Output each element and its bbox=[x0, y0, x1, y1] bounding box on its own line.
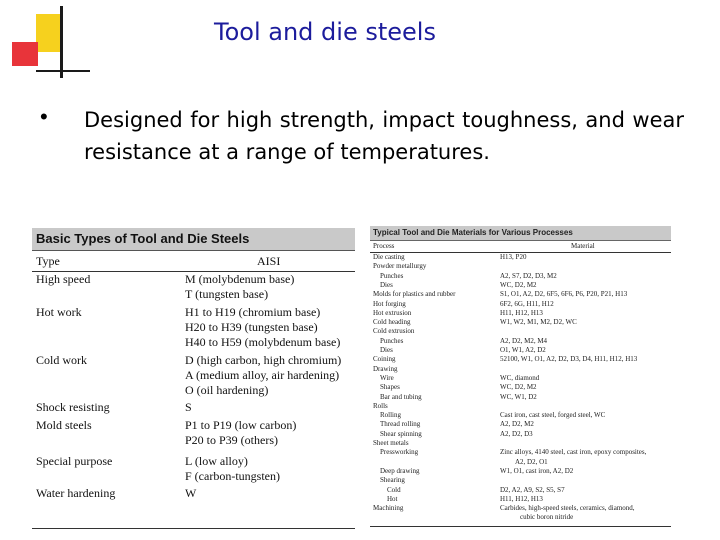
cell-material: WC, D2, M2 bbox=[500, 280, 537, 289]
column-header-type: Type bbox=[36, 254, 60, 268]
table-row bbox=[370, 448, 671, 457]
table-row bbox=[370, 411, 671, 420]
table-row bbox=[370, 337, 671, 346]
slide-title: Tool and die steels bbox=[214, 18, 436, 46]
cell-process: Shearing bbox=[380, 476, 405, 485]
cell-process: Wire bbox=[380, 373, 394, 382]
cell-aisi: P1 to P19 (low carbon) bbox=[185, 418, 297, 432]
cell-material: S1, O1, A2, D2, 6F5, 6F6, P6, P20, P21, H13 bbox=[500, 290, 628, 299]
table-bottom-rule bbox=[32, 528, 355, 529]
cell-process: Deep drawing bbox=[380, 466, 420, 475]
cell-process: Pressworking bbox=[380, 448, 419, 457]
cell-process: Coining bbox=[373, 355, 396, 364]
cell-material: WC, diamond bbox=[500, 373, 540, 382]
cell-process: Bar and tubing bbox=[380, 392, 422, 401]
table-row bbox=[370, 327, 671, 336]
table-row bbox=[370, 420, 671, 429]
horizontal-rule bbox=[36, 70, 90, 72]
tool-die-materials-by-process-table bbox=[370, 226, 671, 528]
table-row bbox=[370, 272, 671, 281]
cell-material: WC, W1, D2 bbox=[500, 392, 537, 401]
cell-process: Powder metallurgy bbox=[373, 262, 427, 271]
table-row bbox=[370, 467, 671, 476]
table-row bbox=[370, 513, 671, 522]
cell-process: Shear spinning bbox=[380, 429, 422, 438]
cell-type: Mold steels bbox=[36, 418, 92, 432]
cell-material: Carbides, high-speed steels, ceramics, diamond, bbox=[500, 504, 635, 513]
cell-process: Hot forging bbox=[373, 299, 406, 308]
table-row bbox=[370, 346, 671, 355]
cell-type: Hot work bbox=[36, 305, 82, 319]
table-row bbox=[370, 300, 671, 309]
table-row bbox=[370, 318, 671, 327]
table-header bbox=[32, 250, 355, 272]
red-square bbox=[12, 42, 38, 66]
table-row bbox=[370, 393, 671, 402]
cell-aisi: D (high carbon, high chromium) bbox=[185, 353, 342, 367]
cell-material: H11, H12, H13 bbox=[500, 494, 543, 503]
table-caption: Typical Tool and Die Materials for Various Processes bbox=[370, 226, 671, 240]
cell-process: Cold extrusion bbox=[373, 327, 415, 336]
table-row bbox=[370, 402, 671, 411]
cell-aisi: M (molybdenum base) bbox=[185, 272, 295, 286]
cell-aisi: H40 to H59 (molybdenum base) bbox=[185, 335, 341, 349]
cell-material: Zinc alloys, 4140 steel, cast iron, epoxy composites, bbox=[500, 448, 647, 457]
cell-type: Special purpose bbox=[36, 454, 113, 468]
cell-process: Cold heading bbox=[373, 318, 411, 327]
column-header-material: Material bbox=[571, 242, 595, 250]
cell-aisi: T (tungsten base) bbox=[185, 287, 269, 301]
cell-material: A2, D2, M2, M4 bbox=[500, 336, 548, 345]
cell-process: Dies bbox=[380, 280, 393, 289]
table-row bbox=[370, 383, 671, 392]
cell-aisi: A (medium alloy, air hardening) bbox=[185, 368, 340, 382]
cell-material: Cast iron, cast steel, forged steel, WC bbox=[500, 411, 606, 420]
bullet-text: Designed for high strength, impact toughness, and wear resistance at a range of temperatures. bbox=[84, 108, 684, 164]
table-row bbox=[370, 374, 671, 383]
cell-process: Cold bbox=[387, 485, 401, 494]
tool-die-steel-types-table bbox=[32, 228, 355, 530]
cell-aisi: O (oil hardening) bbox=[185, 383, 269, 397]
cell-process: Rolls bbox=[373, 401, 388, 410]
cell-material: H11, H12, H13 bbox=[500, 308, 543, 317]
cell-process: Hot extrusion bbox=[373, 308, 412, 317]
cell-aisi: W bbox=[185, 486, 197, 500]
cell-aisi: F (carbon-tungsten) bbox=[185, 469, 280, 483]
table-row bbox=[370, 504, 671, 513]
cell-material: A2, D2, M2 bbox=[500, 420, 534, 429]
table-row bbox=[370, 365, 671, 374]
cell-type: Cold work bbox=[36, 353, 87, 367]
table-caption: Basic Types of Tool and Die Steels bbox=[32, 228, 355, 250]
cell-process: Molds for plastics and rubber bbox=[373, 290, 456, 299]
corner-decoration bbox=[0, 0, 90, 80]
cell-type: Shock resisting bbox=[36, 400, 110, 414]
cell-process: Thread rolling bbox=[380, 420, 421, 429]
cell-process: Machining bbox=[373, 504, 404, 513]
cell-material: A2, D2, O1 bbox=[515, 457, 548, 466]
cell-material: 6F2, 6G, H11, H12 bbox=[500, 299, 554, 308]
table-row bbox=[370, 355, 671, 364]
cell-material: 52100, W1, O1, A2, D2, D3, D4, H11, H12, H13 bbox=[500, 355, 638, 364]
cell-material: cubic boron nitride bbox=[520, 513, 574, 522]
cell-process: Punches bbox=[380, 271, 404, 280]
cell-aisi: P20 to P39 (others) bbox=[185, 433, 278, 447]
table-row bbox=[370, 476, 671, 485]
cell-type: Water hardening bbox=[36, 486, 116, 500]
cell-process: Drawing bbox=[373, 364, 398, 373]
table-row bbox=[370, 458, 671, 467]
table-row bbox=[370, 290, 671, 299]
cell-process: Die casting bbox=[373, 253, 405, 261]
cell-process: Shapes bbox=[380, 383, 400, 392]
cell-material: A2, D2, D3 bbox=[500, 429, 533, 438]
cell-process: Hot bbox=[387, 494, 398, 503]
table-header bbox=[370, 240, 671, 253]
table-row bbox=[370, 262, 671, 271]
vertical-rule bbox=[60, 6, 63, 78]
cell-process: Dies bbox=[380, 346, 393, 354]
cell-aisi: L (low alloy) bbox=[185, 454, 248, 468]
cell-type: High speed bbox=[36, 272, 91, 286]
cell-material: A2, S7, D2, D3, M2 bbox=[500, 271, 557, 280]
cell-material: O1, W1, A2, D2 bbox=[500, 346, 546, 354]
cell-material: WC, D2, M2 bbox=[500, 383, 537, 392]
table-row bbox=[370, 430, 671, 439]
table-bottom-rule bbox=[370, 526, 671, 527]
table-row bbox=[370, 439, 671, 448]
cell-aisi: H1 to H19 (chromium base) bbox=[185, 305, 321, 319]
cell-material: W1, W2, M1, M2, D2, WC bbox=[500, 318, 577, 327]
yellow-square bbox=[36, 14, 62, 52]
cell-process: Sheet metals bbox=[373, 439, 409, 447]
cell-material: D2, A2, A9, S2, S5, S7 bbox=[500, 485, 565, 494]
table-row bbox=[370, 281, 671, 290]
cell-material: H13, P20 bbox=[500, 253, 527, 261]
column-header-aisi: AISI bbox=[257, 254, 281, 268]
cell-aisi: H20 to H39 (tungsten base) bbox=[185, 320, 318, 334]
cell-process: Punches bbox=[380, 336, 404, 345]
cell-process: Rolling bbox=[380, 411, 402, 420]
bullet-dot: • bbox=[40, 104, 48, 129]
column-header-process: Process bbox=[373, 242, 395, 250]
table-row bbox=[370, 309, 671, 318]
table-row bbox=[370, 495, 671, 504]
cell-aisi: S bbox=[185, 400, 192, 414]
cell-material: W1, O1, cast iron, A2, D2 bbox=[500, 466, 574, 475]
table-row bbox=[370, 253, 671, 262]
table-row bbox=[370, 486, 671, 495]
